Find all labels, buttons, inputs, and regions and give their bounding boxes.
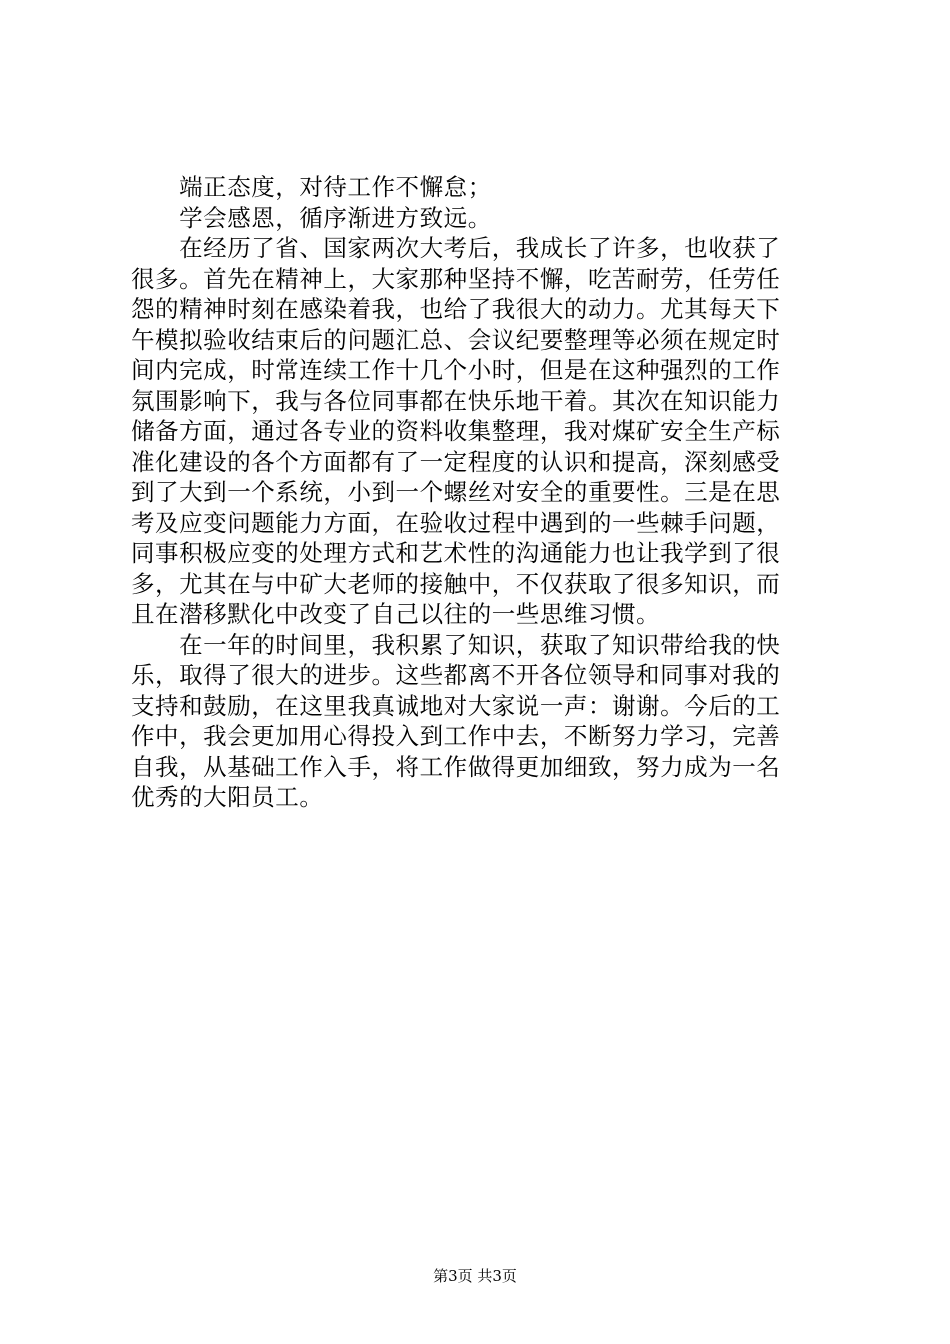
text-line: 考及应变问题能力方面，在验收过程中遇到的一些棘手问题， [131,508,781,537]
text-line: 在一年的时间里，我积累了知识，获取了知识带给我的快 [131,630,781,659]
text-line: 自我，从基础工作入手，将工作做得更加细致，努力成为一名 [131,752,781,781]
text-line: 间内完成，时常连续工作十几个小时，但是在这种强烈的工作 [131,356,781,384]
text-line: 优秀的大阳员工。 [131,783,324,811]
text-line: 多，尤其在与中矿大老师的接触中，不仅获取了很多知识，而 [131,569,781,598]
page-number-footer: 第3页 共3页 [433,1267,517,1285]
text-line: 储备方面，通过各专业的资料收集整理，我对煤矿安全生产标 [131,417,781,445]
document-body [131,172,831,813]
text-line: 作中，我会更加用心得投入到工作中去，不断努力学习，完善 [131,722,781,750]
text-line: 学会感恩，循序渐进方致远。 [131,203,492,232]
text-line: 在经历了省、国家两次大考后，我成长了许多，也收获了 [131,234,781,262]
text-line: 支持和鼓励，在这里我真诚地对大家说一声：谢谢。今后的工 [131,691,781,720]
text-line: 乐，取得了很大的进步。这些都离不开各位领导和同事对我的 [131,661,781,689]
text-line: 准化建设的各个方面都有了一定程度的认识和提高，深刻感受 [131,447,781,476]
text-line: 到了大到一个系统，小到一个螺丝对安全的重要性。三是在思 [131,478,781,506]
text-line: 午模拟验收结束后的问题汇总、会议纪要整理等必须在规定时 [131,325,781,354]
text-line: 且在潜移默化中改变了自己以往的一些思维习惯。 [131,600,661,628]
text-line: 氛围影响下，我与各位同事都在快乐地干着。其次在知识能力 [131,386,781,415]
text-line: 同事积极应变的处理方式和艺术性的沟通能力也让我学到了很 [131,539,781,567]
text-line: 很多。首先在精神上，大家那种坚持不懈，吃苦耐劳，任劳任 [131,264,781,293]
text-line: 怨的精神时刻在感染着我，也给了我很大的动力。尤其每天下 [131,295,781,323]
text-line: 端正态度，对待工作不懈怠； [131,173,492,201]
